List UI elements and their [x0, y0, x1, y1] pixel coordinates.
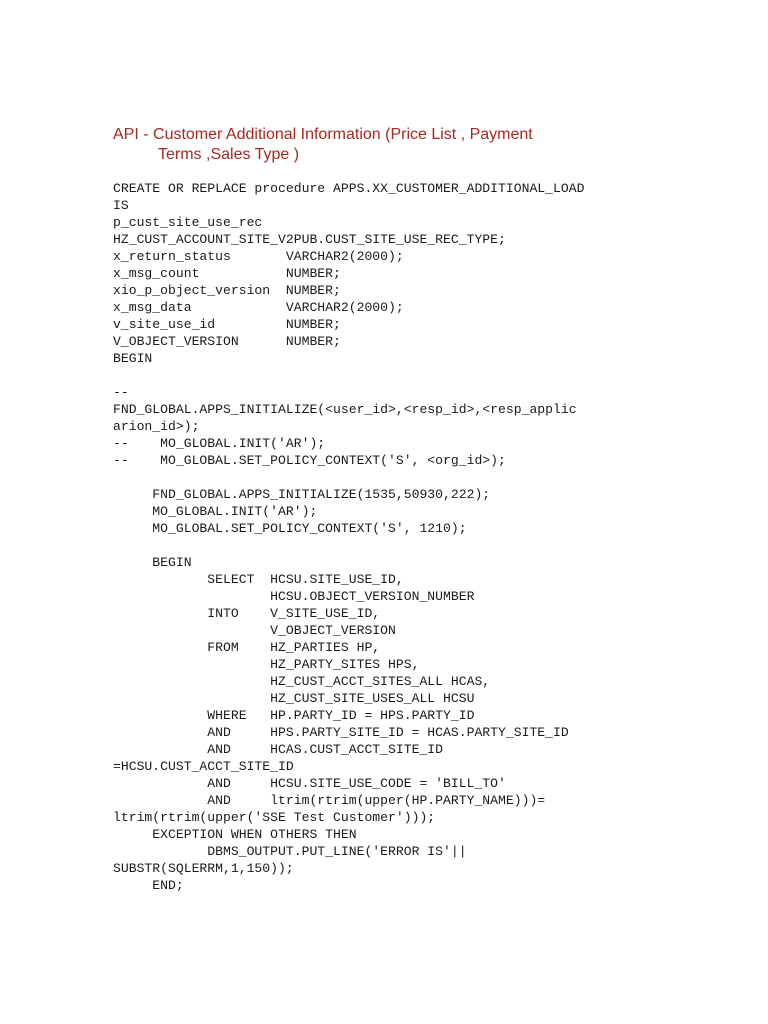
code-line: HZ_PARTY_SITES HPS, — [113, 657, 420, 672]
document-title — [113, 125, 673, 165]
code-line: DBMS_OUTPUT.PUT_LINE('ERROR IS'|| — [113, 844, 467, 859]
code-line: BEGIN — [113, 351, 153, 366]
code-line: AND HPS.PARTY_SITE_ID = HCAS.PARTY_SITE_ID — [113, 725, 569, 740]
code-line: AND HCSU.SITE_USE_CODE = 'BILL_TO' — [113, 776, 506, 791]
code-line: FROM HZ_PARTIES HP, — [113, 640, 381, 655]
code-line: MO_GLOBAL.INIT('AR'); — [113, 504, 318, 519]
code-line: -- — [113, 385, 129, 400]
code-line: HZ_CUST_SITE_USES_ALL HCSU — [113, 691, 475, 706]
code-line: ltrim(rtrim(upper('SSE Test Customer'))); — [113, 810, 436, 825]
code-line: WHERE HP.PARTY_ID = HPS.PARTY_ID — [113, 708, 475, 723]
code-line: xio_p_object_version NUMBER; — [113, 283, 341, 298]
code-block — [113, 180, 584, 894]
document-title-line-1: API - Customer Additional Information (Price List , Payment — [113, 126, 533, 143]
code-line: CREATE OR REPLACE procedure APPS.XX_CUSTOMER_ADDITIONAL_LOAD — [113, 181, 585, 196]
code-line: x_msg_data VARCHAR2(2000); — [113, 300, 404, 315]
code-line: AND ltrim(rtrim(upper(HP.PARTY_NAME)))= — [113, 793, 546, 808]
code-line: HCSU.OBJECT_VERSION_NUMBER — [113, 589, 475, 604]
code-line — [113, 469, 584, 486]
code-line — [113, 367, 584, 384]
code-line: BEGIN — [113, 555, 192, 570]
code-line: -- MO_GLOBAL.INIT('AR'); — [113, 436, 326, 451]
code-line: -- MO_GLOBAL.SET_POLICY_CONTEXT('S', <org_id>); — [113, 453, 506, 468]
code-line — [113, 537, 584, 554]
code-line: =HCSU.CUST_ACCT_SITE_ID — [113, 759, 294, 774]
code-line: x_return_status VARCHAR2(2000); — [113, 249, 404, 264]
code-line: arion_id>); — [113, 419, 200, 434]
code-line: INTO V_SITE_USE_ID, — [113, 606, 381, 621]
code-line: END; — [113, 878, 184, 893]
code-line: V_OBJECT_VERSION — [113, 623, 396, 638]
code-line: v_site_use_id NUMBER; — [113, 317, 341, 332]
code-line: V_OBJECT_VERSION NUMBER; — [113, 334, 341, 349]
code-line: MO_GLOBAL.SET_POLICY_CONTEXT('S', 1210); — [113, 521, 467, 536]
code-line: HZ_CUST_ACCOUNT_SITE_V2PUB.CUST_SITE_USE_REC_TYPE; — [113, 232, 506, 247]
code-line: AND HCAS.CUST_ACCT_SITE_ID — [113, 742, 444, 757]
code-line: HZ_CUST_ACCT_SITES_ALL HCAS, — [113, 674, 491, 689]
code-line: SELECT HCSU.SITE_USE_ID, — [113, 572, 404, 587]
code-line: SUBSTR(SQLERRM,1,150)); — [113, 861, 294, 876]
code-line: FND_GLOBAL.APPS_INITIALIZE(1535,50930,222); — [113, 487, 491, 502]
code-line: p_cust_site_use_rec — [113, 215, 263, 230]
code-line: x_msg_count NUMBER; — [113, 266, 341, 281]
code-line: FND_GLOBAL.APPS_INITIALIZE(<user_id>,<resp_id>,<resp_applic — [113, 402, 577, 417]
document-title-line-2: Terms ,Sales Type ) — [158, 146, 300, 163]
code-line: IS — [113, 198, 129, 213]
code-line: EXCEPTION WHEN OTHERS THEN — [113, 827, 357, 842]
